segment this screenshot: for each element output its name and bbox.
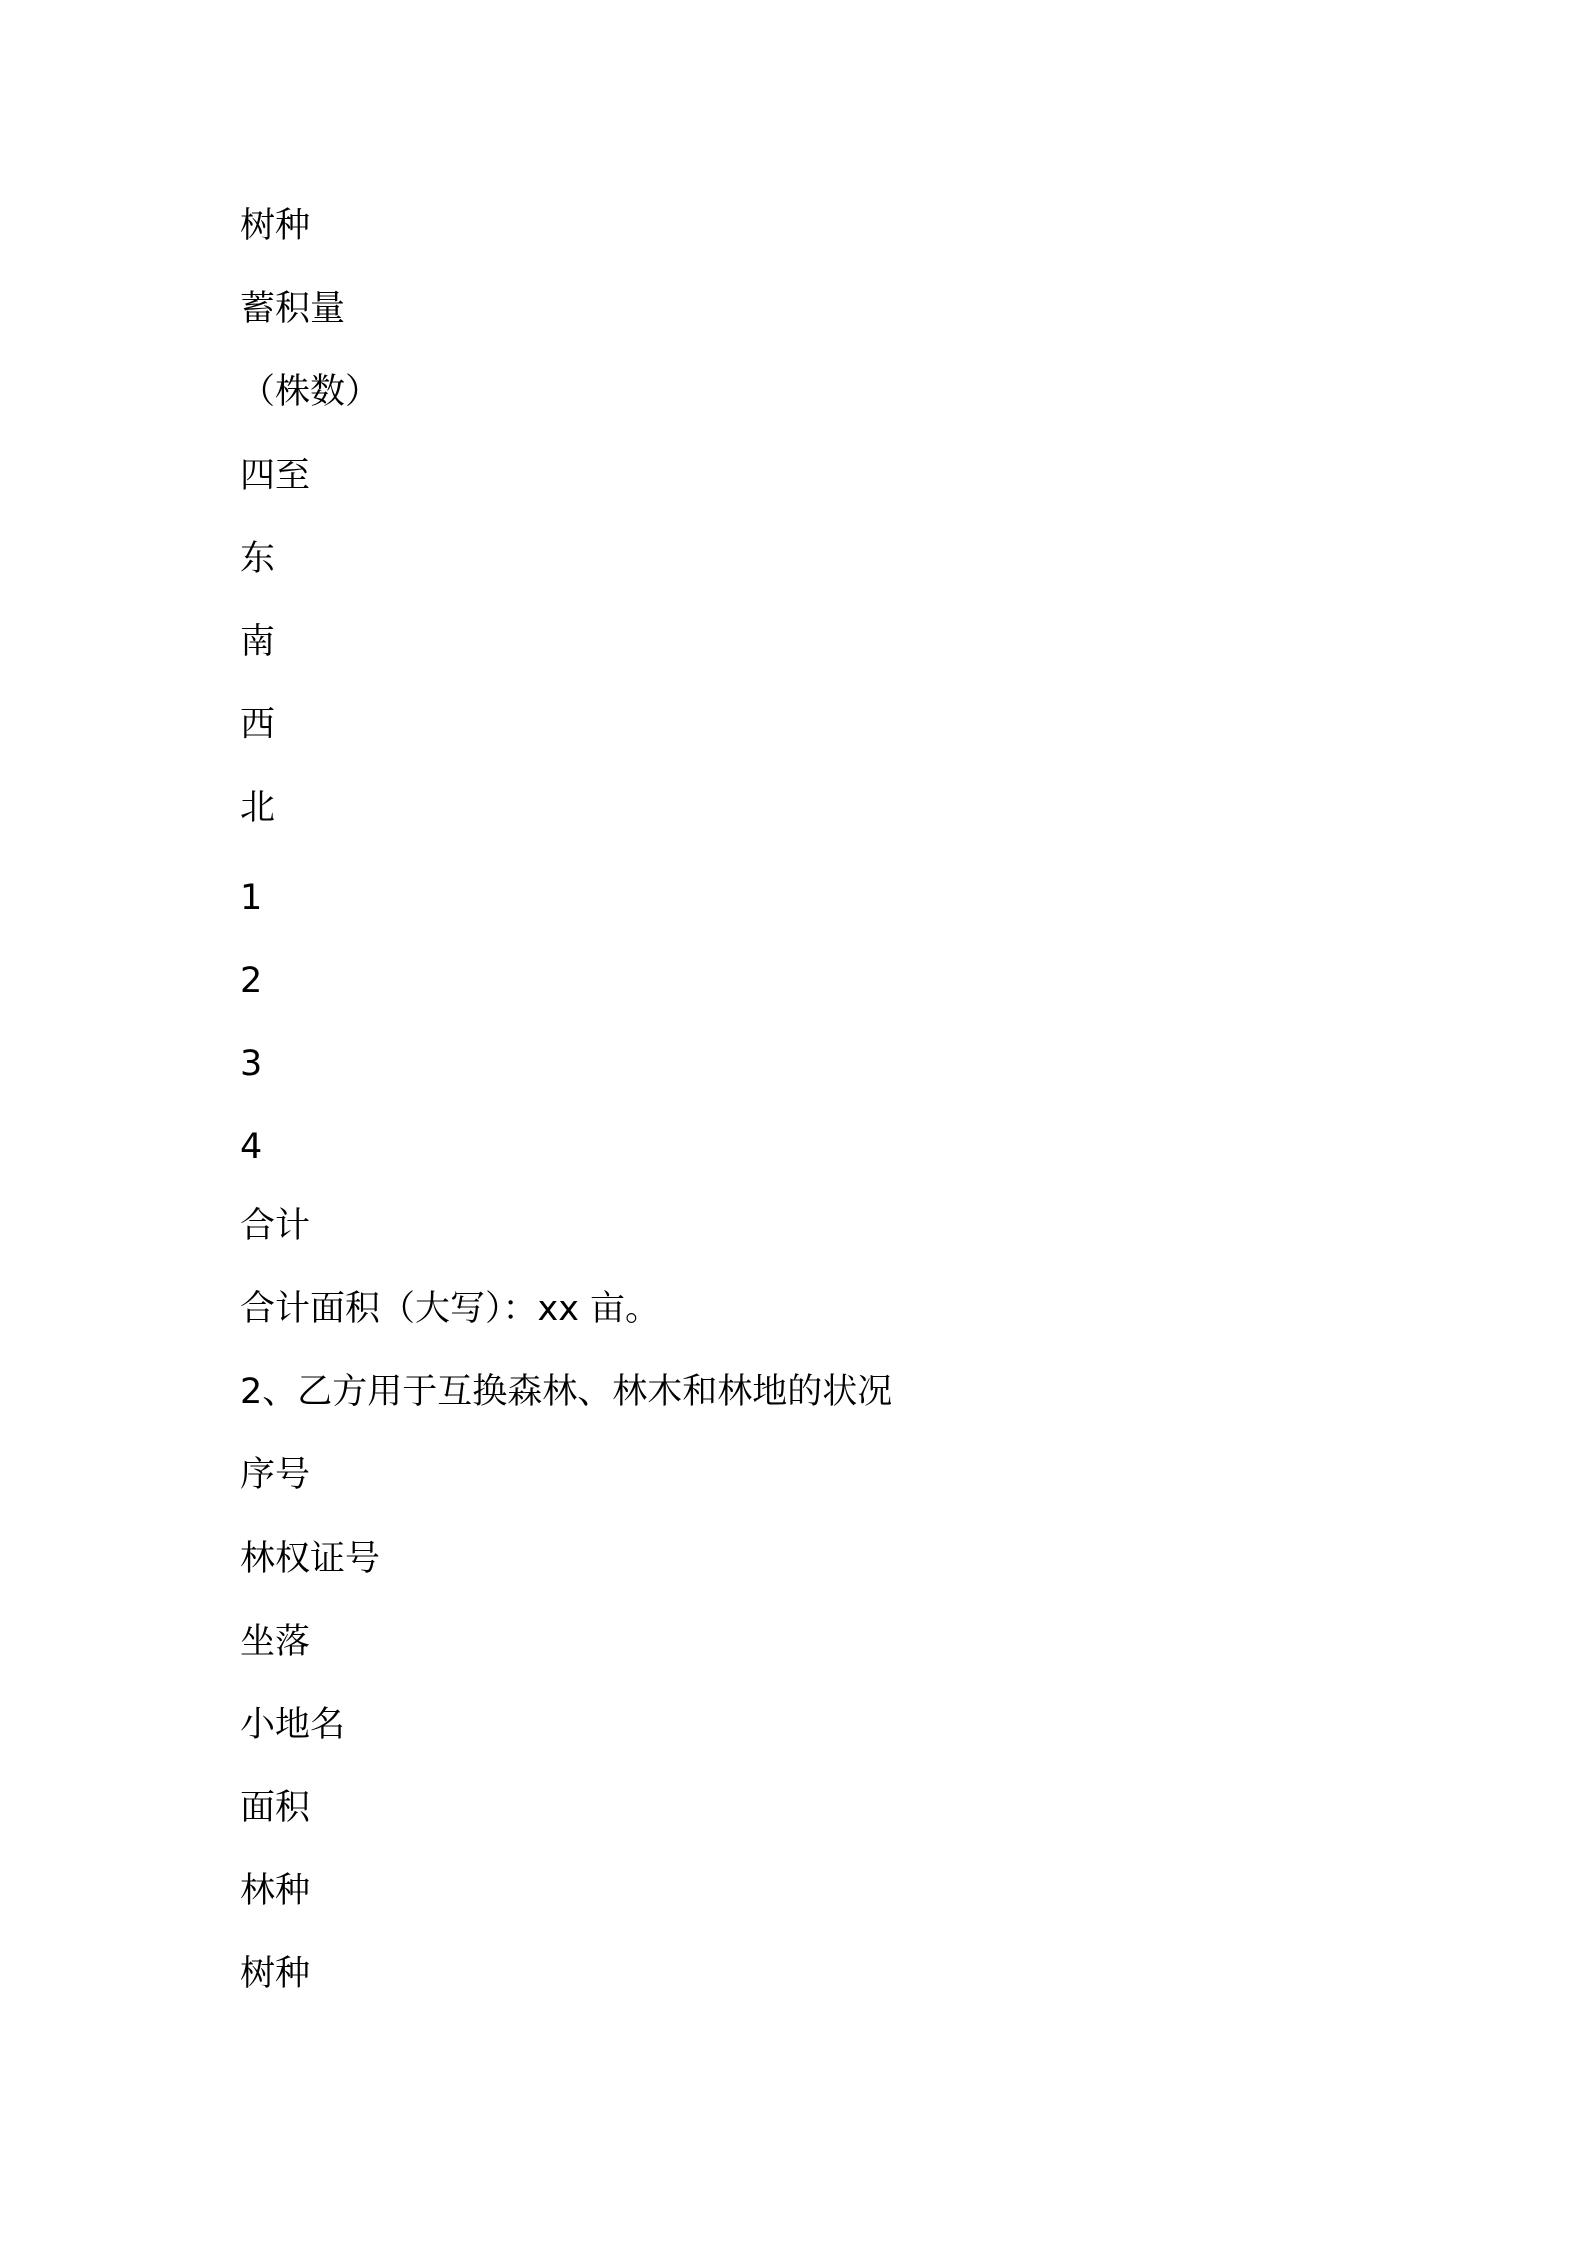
- text-line-forest-type: 林种: [240, 1871, 311, 1911]
- text-line-forest-cert-number: 林权证号: [240, 1539, 381, 1579]
- text-line-total-area: 合计面积（大写）：xx 亩。: [240, 1289, 661, 1329]
- text-line-location: 坐落: [240, 1622, 311, 1662]
- text-line-serial-number: 序号: [240, 1455, 311, 1495]
- text-line-east: 东: [240, 539, 276, 579]
- text-line-place-name: 小地名: [240, 1705, 346, 1745]
- text-line-row-2: 2: [240, 961, 263, 1001]
- text-line-row-1: 1: [240, 878, 263, 918]
- text-line-row-4: 4: [240, 1127, 263, 1167]
- text-line-west: 西: [240, 705, 276, 745]
- section-heading-party-b: 2、乙方用于互换森林、林木和林地的状况: [240, 1372, 893, 1412]
- text-line-stock-volume: 蓄积量: [240, 289, 346, 329]
- text-line-boundaries: 四至: [240, 456, 311, 496]
- text-line-north: 北: [240, 788, 276, 828]
- text-line-total: 合计: [240, 1206, 311, 1246]
- text-line-south: 南: [240, 622, 276, 662]
- text-line-row-3: 3: [240, 1044, 263, 1084]
- text-line-plant-count: （株数）: [240, 372, 381, 412]
- text-line-tree-species: 树种: [240, 206, 311, 246]
- text-line-area: 面积: [240, 1788, 311, 1828]
- text-line-tree-species-2: 树种: [240, 1954, 311, 1994]
